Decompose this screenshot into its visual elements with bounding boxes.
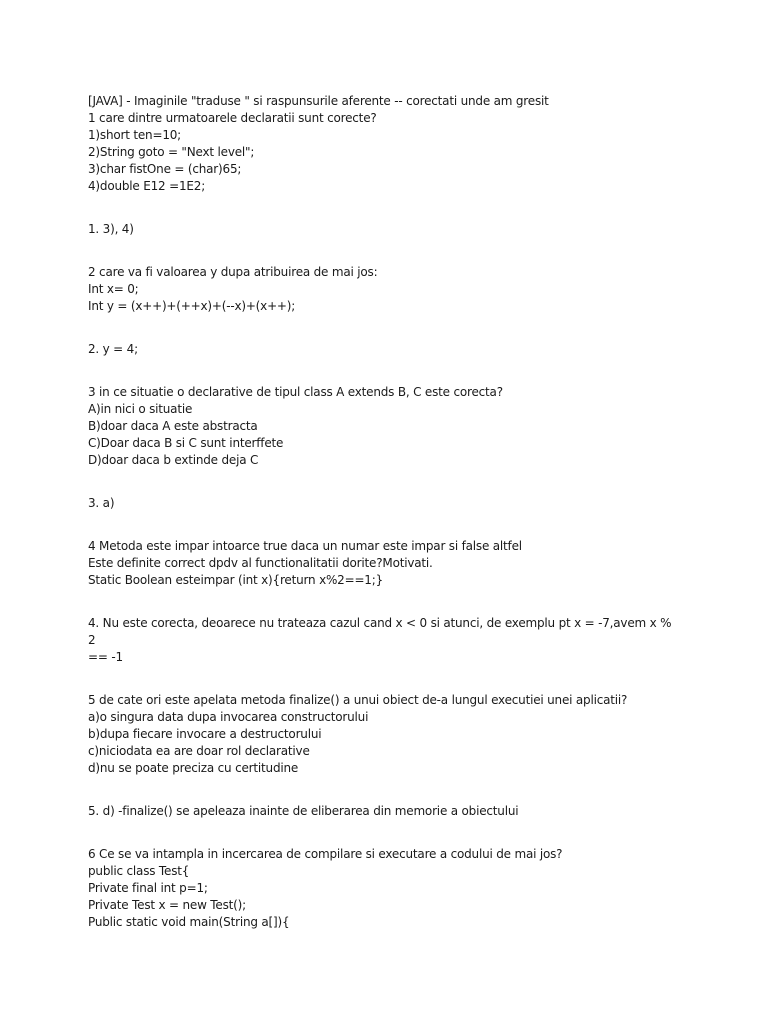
document-title: [JAVA] - Imaginile "traduse " si raspunsurile aferente -- corectati unde am gresit: [88, 94, 549, 108]
question-text: Este definite correct dpdv al functionalitatii dorite?Motivati.: [88, 556, 433, 570]
question-2: [88, 264, 680, 315]
answer-text: 1. 3), 4): [88, 222, 134, 236]
code-line: public class Test{: [88, 864, 190, 878]
question-3: [88, 384, 680, 469]
option-line: a)o singura data dupa invocarea constructorului: [88, 710, 369, 724]
option-line: 2)String goto = "Next level";: [88, 145, 255, 159]
answer-3: [88, 495, 680, 512]
answer-text: 5. d) -finalize() se apeleaza inainte de eliberarea din memorie a obiectului: [88, 804, 519, 818]
option-line: c)niciodata ea are doar rol declarative: [88, 744, 310, 758]
code-line: Private final int p=1;: [88, 881, 208, 895]
answer-text: == -1: [88, 650, 123, 664]
answer-5: [88, 803, 680, 820]
code-line: Static Boolean esteimpar (int x){return x%2==1;}: [88, 573, 384, 587]
option-line: 1)short ten=10;: [88, 128, 182, 142]
code-line: Int x= 0;: [88, 282, 139, 296]
code-line: Int y = (x++)+(++x)+(--x)+(x++);: [88, 299, 296, 313]
code-line: Public static void main(String a[]){: [88, 915, 290, 929]
question-text: 1 care dintre urmatoarele declaratii sunt corecte?: [88, 111, 377, 125]
option-line: A)in nici o situatie: [88, 402, 193, 416]
document-page: [88, 93, 680, 931]
answer-text: 3. a): [88, 496, 115, 510]
option-line: b)dupa fiecare invocare a destructorului: [88, 727, 322, 741]
option-line: 4)double E12 =1E2;: [88, 179, 206, 193]
question-4: [88, 538, 680, 589]
option-line: D)doar daca b extinde deja C: [88, 453, 259, 467]
question-text: 5 de cate ori este apelata metoda finalize() a unui obiect de-a lungul executiei unei aplicatii?: [88, 693, 628, 707]
code-line: Private Test x = new Test();: [88, 898, 246, 912]
option-line: 3)char fistOne = (char)65;: [88, 162, 242, 176]
option-line: B)doar daca A este abstracta: [88, 419, 258, 433]
question-text: 6 Ce se va intampla in incercarea de compilare si executare a codului de mai jos?: [88, 847, 563, 861]
question-6: [88, 846, 680, 931]
option-line: C)Doar daca B si C sunt interffete: [88, 436, 284, 450]
answer-4: [88, 615, 680, 666]
question-1: [88, 93, 680, 195]
question-5: [88, 692, 680, 777]
question-text: 2 care va fi valoarea y dupa atribuirea de mai jos:: [88, 265, 378, 279]
option-line: d)nu se poate preciza cu certitudine: [88, 761, 299, 775]
question-text: 4 Metoda este impar intoarce true daca un numar este impar si false altfel: [88, 539, 522, 553]
answer-text: 2. y = 4;: [88, 342, 138, 356]
question-text: 3 in ce situatie o declarative de tipul class A extends B, C este corecta?: [88, 385, 503, 399]
answer-1: [88, 221, 680, 238]
answer-text: 4. Nu este corecta, deoarece nu trateaza cazul cand x < 0 si atunci, de exemplu pt x = -7,avem x % 2: [88, 616, 675, 647]
answer-2: [88, 341, 680, 358]
